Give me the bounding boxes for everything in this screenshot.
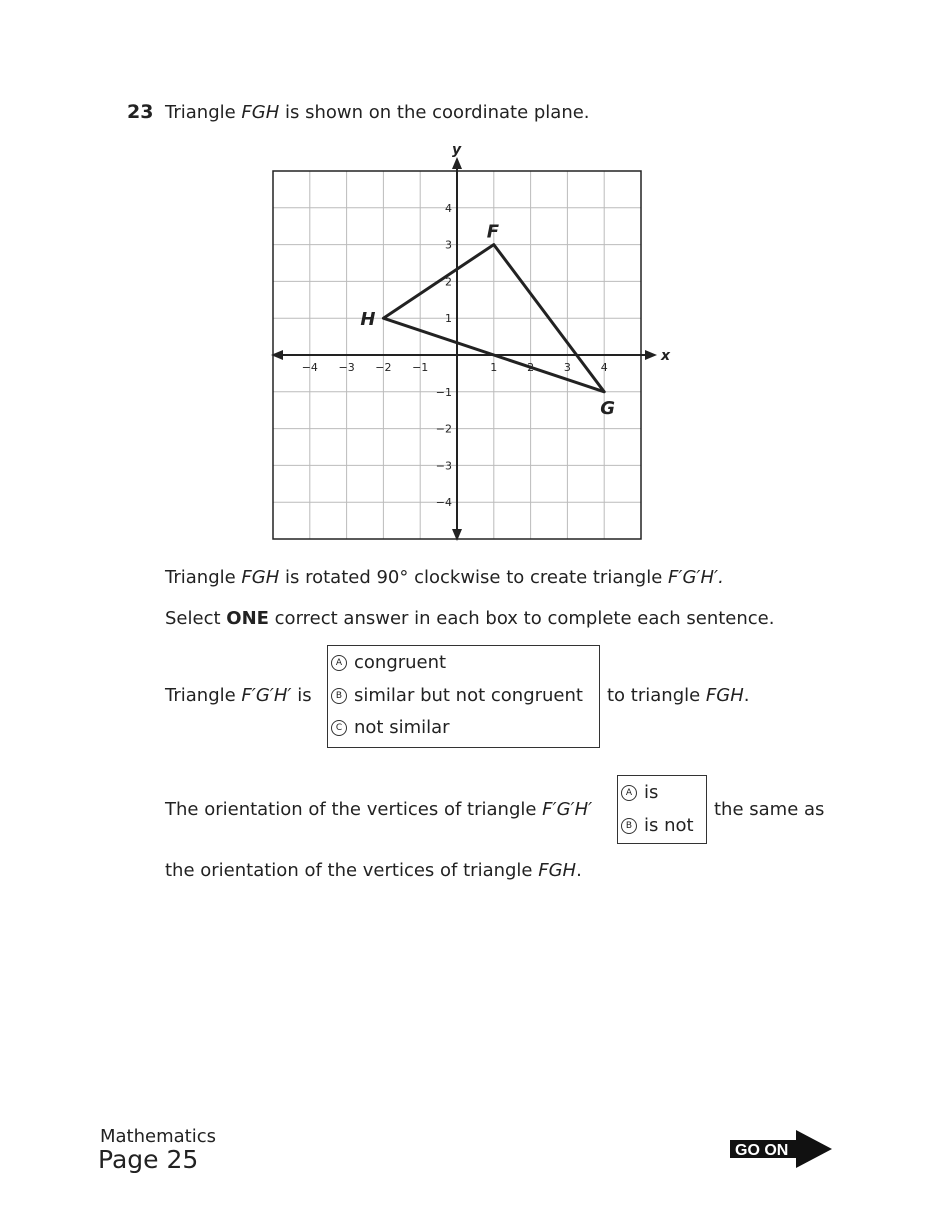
x-tick-label: −3 (338, 361, 355, 374)
question-stem (165, 102, 590, 123)
arrow-icon (796, 1130, 832, 1168)
x-tick-label: 2 (527, 361, 535, 374)
triangle-name: FGH (241, 102, 280, 123)
sentence2-text: The orientation of the vertices of triangle (165, 799, 543, 820)
page-number: Page 25 (98, 1145, 199, 1174)
option-label: congruent (354, 652, 447, 673)
sentence1-suffix (607, 685, 750, 706)
vertex-label: G (600, 397, 615, 419)
sentence1-prefix (165, 685, 312, 706)
sentence1-text-end: to triangle (607, 685, 706, 706)
x-tick-label: 4 (600, 361, 608, 374)
x-tick-label: −1 (412, 361, 429, 374)
option-label: not similar (354, 717, 450, 738)
coordinate-plane (255, 142, 671, 548)
sentence2-text: the orientation of the vertices of triangle (165, 860, 539, 881)
rotation-sentence (165, 567, 724, 588)
option-letter-circle: B (621, 818, 637, 834)
answer-box-2 (617, 775, 707, 844)
option-label: is (644, 782, 659, 803)
sentence2-prefix (165, 799, 592, 820)
option-congruent[interactable] (331, 652, 446, 673)
option-letter-circle: A (621, 785, 637, 801)
y-tick-label: −2 (435, 422, 452, 436)
sentence2-suffix: the same as (714, 799, 825, 820)
y-axis-arrow-up (452, 157, 462, 169)
stem-text-end: is shown on the coordinate plane. (279, 102, 590, 123)
image-triangle-name: F′G′H′ (542, 799, 593, 820)
option-is-not[interactable] (621, 815, 694, 836)
option-label: similar but not congruent (354, 685, 583, 706)
triangle-name: FGH (705, 685, 744, 706)
vertex-label: H (360, 309, 376, 331)
y-axis-label: y (452, 142, 462, 158)
instruction-text-end: correct answer in each box to complete each sentence. (268, 608, 775, 629)
option-letter-circle: A (331, 655, 347, 671)
question-number: 23 (127, 101, 154, 123)
rotation-text: Triangle (165, 567, 242, 588)
option-letter-circle: C (331, 720, 347, 736)
option-similar-but-not-congruent[interactable] (331, 685, 583, 706)
y-tick-label: 2 (445, 275, 452, 289)
x-tick-label: −4 (301, 361, 318, 374)
instruction (165, 608, 774, 629)
x-tick-label: 3 (563, 361, 571, 374)
x-axis-label: x (661, 348, 671, 364)
vertex-label: F (486, 221, 500, 243)
rotation-text-mid: is rotated 90° clockwise to create triangle (279, 567, 668, 588)
option-label: is not (644, 815, 694, 836)
go-on-label: GO ON (735, 1142, 789, 1159)
footer-subject: Mathematics (100, 1126, 216, 1147)
x-tick-label: 1 (490, 361, 498, 374)
y-tick-label: −4 (435, 496, 452, 510)
y-tick-label: −3 (435, 459, 452, 473)
image-triangle-name: F′G′H′. (668, 567, 724, 588)
answer-box-1 (327, 645, 600, 748)
image-triangle-name: F′G′H′ (241, 685, 292, 706)
option-letter-circle: B (331, 688, 347, 704)
sentence1-verb: is (291, 685, 312, 706)
stem-text: Triangle (165, 102, 242, 123)
period: . (576, 860, 582, 881)
instruction-bold: ONE (226, 608, 269, 629)
y-tick-label: 3 (445, 238, 452, 252)
x-axis-arrow-right (645, 350, 657, 360)
option-is[interactable] (621, 782, 658, 803)
y-tick-label: 1 (445, 312, 452, 326)
x-tick-label: −2 (375, 361, 392, 374)
triangle-name: FGH (241, 567, 280, 588)
y-tick-label: −1 (435, 385, 452, 399)
go-on-arrow (730, 1130, 834, 1168)
sentence2-line2 (165, 860, 582, 881)
option-not-similar[interactable] (331, 717, 450, 738)
triangle-name: FGH (538, 860, 577, 881)
period: . (743, 685, 750, 706)
sentence1-text: Triangle (165, 685, 242, 706)
y-tick-label: 4 (445, 201, 452, 215)
instruction-text: Select (165, 608, 227, 629)
